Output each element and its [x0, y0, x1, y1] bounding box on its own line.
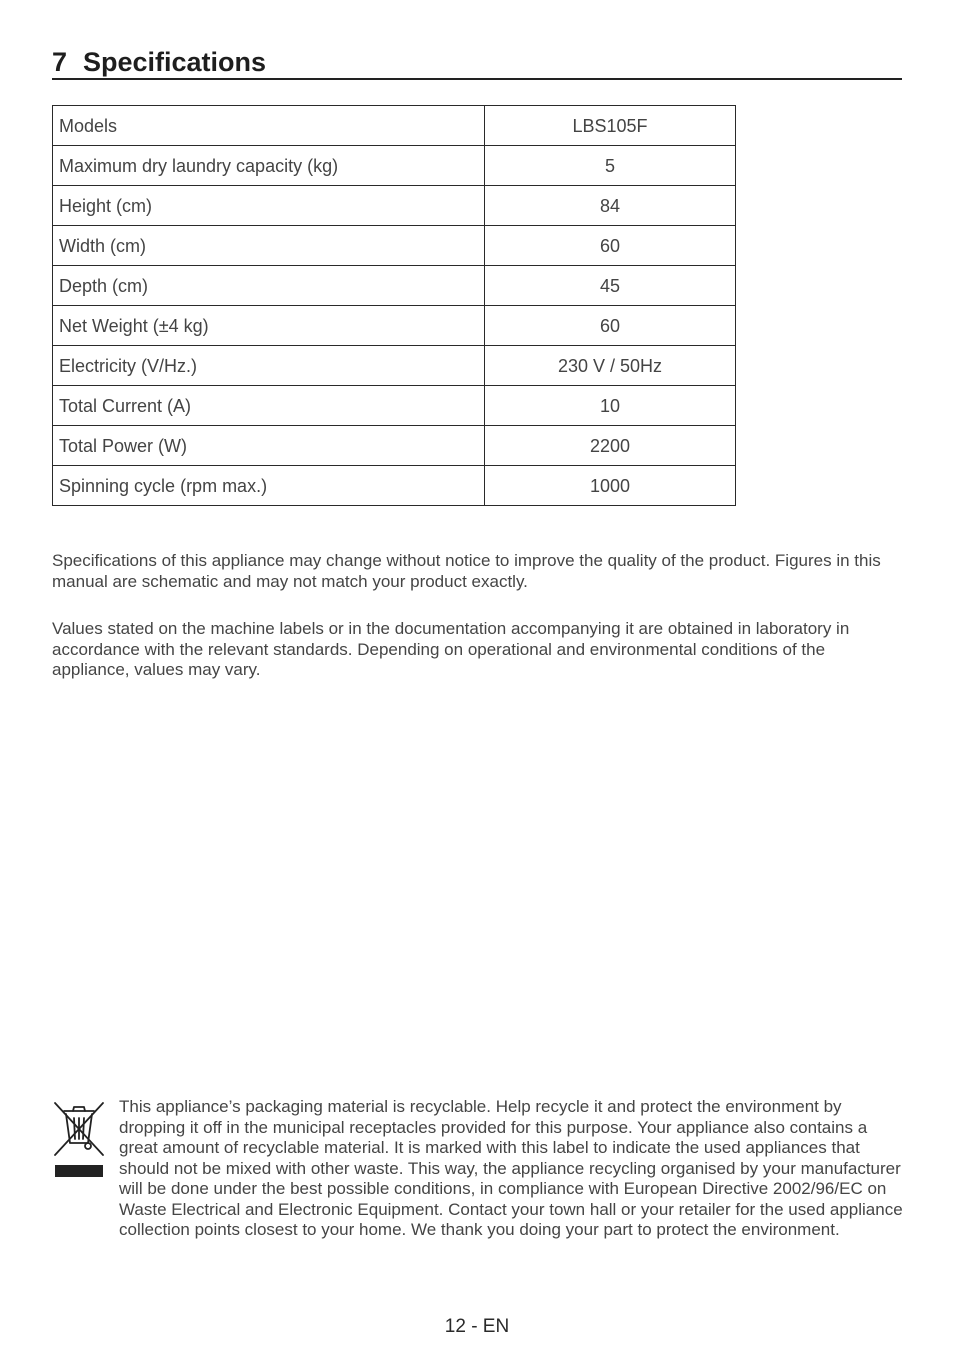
spec-value: 60 — [485, 226, 736, 266]
values-stated-note: Values stated on the machine labels or in the documentation accompanying it are obtained in laboratory in accordance with the relevant standards. Depending on operational and environmental conditions of the appliance, values may vary. — [52, 619, 850, 679]
table-row — [53, 426, 736, 466]
spec-value: 1000 — [485, 466, 736, 506]
spec-label: Height (cm) — [53, 186, 485, 226]
crossed-out-wheelie-bin-icon — [52, 1099, 106, 1179]
spec-value: 60 — [485, 306, 736, 346]
spec-value: 2200 — [485, 426, 736, 466]
section-heading — [52, 44, 902, 80]
spec-value: LBS105F — [485, 106, 736, 146]
spec-label: Width (cm) — [53, 226, 485, 266]
table-row — [53, 146, 736, 186]
page-number: 12 - EN — [444, 1316, 510, 1337]
spec-label: Maximum dry laundry capacity (kg) — [53, 146, 485, 186]
table-row — [53, 186, 736, 226]
table-row — [53, 306, 736, 346]
table-row — [53, 466, 736, 506]
spec-value: 84 — [485, 186, 736, 226]
table-row — [53, 386, 736, 426]
section-number: 7 — [52, 47, 68, 77]
spec-label: Total Current (A) — [53, 386, 485, 426]
specifications-table — [52, 105, 736, 506]
spec-label: Total Power (W) — [53, 426, 485, 466]
table-row — [53, 106, 736, 146]
page-title: Specifications — [83, 47, 267, 77]
spec-label: Depth (cm) — [53, 266, 485, 306]
spec-label: Spinning cycle (rpm max.) — [53, 466, 485, 506]
spec-value: 45 — [485, 266, 736, 306]
spec-value: 230 V / 50Hz — [485, 346, 736, 386]
spec-value: 10 — [485, 386, 736, 426]
recycling-notice: This appliance’s packaging material is recyclable. Help recycle it and protect the environment by dropping it off in the municipal receptacles provided for this purpose. Your appliance also contains a great amount of recyclable material. It is marked with this label to indicate the used appliances that should not be mixed with other waste. This way, the appliance recycling organised by your manufacturer will be done under the best possible conditions, in compliance with European Directive 2002/96/EC on Waste Electrical and Electronic Equipment. Contact your town hall or your retailer for the used appliance collection points closest to your home. We thank you doing your part to protect the environment. — [119, 1097, 903, 1239]
spec-label: Electricity (V/Hz.) — [53, 346, 485, 386]
specs-change-note: Specifications of this appliance may change without notice to improve the quality of the product. Figures in this manual are schematic and may not match your product exactly. — [52, 551, 881, 591]
table-row — [53, 226, 736, 266]
spec-label: Models — [53, 106, 485, 146]
spec-value: 5 — [485, 146, 736, 186]
spec-label: Net Weight (±4 kg) — [53, 306, 485, 346]
table-row — [53, 266, 736, 306]
table-row — [53, 346, 736, 386]
